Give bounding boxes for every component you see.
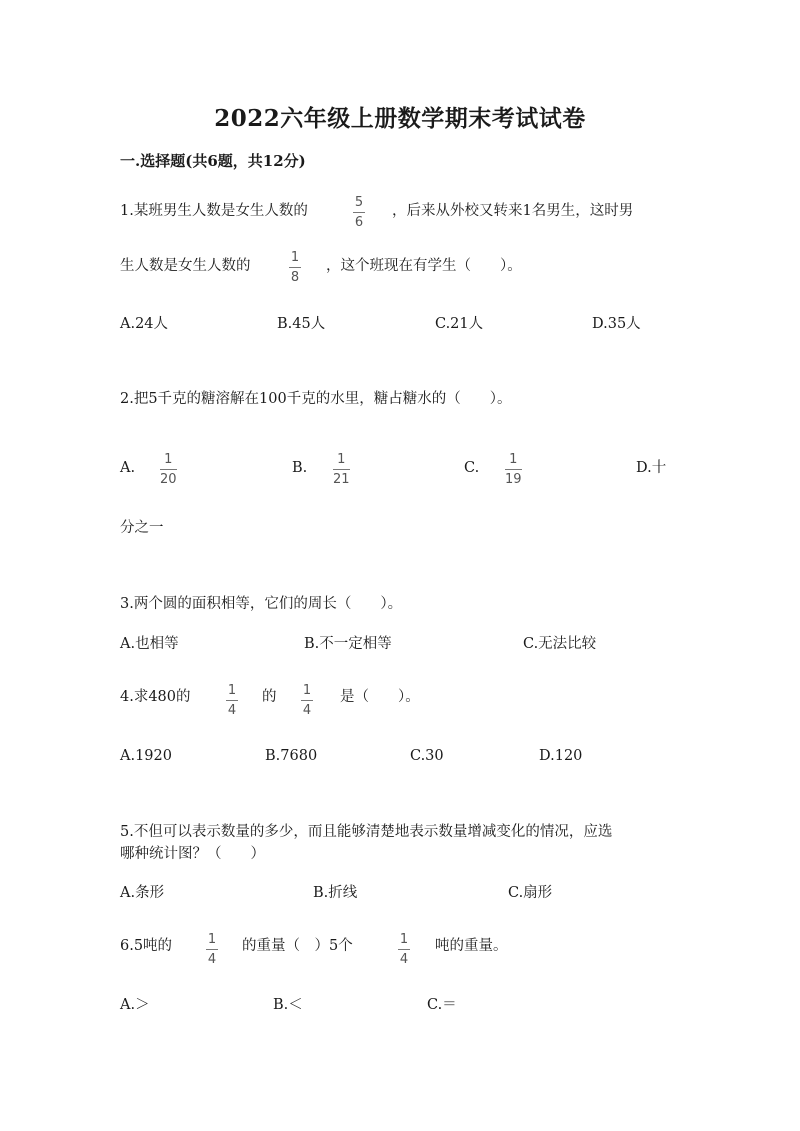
- q6-fraction-2: 1 4: [399, 932, 409, 967]
- q2-option-a-fraction[interactable]: 1 20: [160, 452, 177, 487]
- q3-option-a[interactable]: A.也相等: [120, 636, 179, 652]
- q2-option-a-label[interactable]: A.: [120, 460, 136, 476]
- q4-option-d[interactable]: D.120: [539, 748, 583, 764]
- q6-fraction-1: 1 4: [207, 932, 217, 967]
- q1-fraction-1-8: 1 8: [290, 250, 300, 285]
- q3-option-b[interactable]: B.不一定相等: [304, 636, 392, 652]
- q5-text-line1: 5.不但可以表示数量的多少，而且能够清楚地表示数量增减变化的情况，应选: [120, 824, 613, 840]
- q5-text-line2: 哪种统计图？（ ）: [120, 846, 265, 862]
- q2-option-d-part1[interactable]: D.十: [636, 460, 667, 476]
- q1-option-c[interactable]: C.21人: [435, 316, 484, 332]
- q1-option-b[interactable]: B.45人: [277, 316, 326, 332]
- q4-option-c[interactable]: C.30: [410, 748, 444, 764]
- q2-option-b-fraction[interactable]: 1 21: [333, 452, 350, 487]
- q4-fraction-2: 1 4: [302, 683, 312, 718]
- q6-text-part2: 的重量（ ）5个: [242, 938, 353, 954]
- q2-option-b-label[interactable]: B.: [292, 460, 308, 476]
- q1-text-part1: 1.某班男生人数是女生人数的: [120, 203, 308, 219]
- q1-text-part4: ，这个班现在有学生（ ）。: [326, 258, 522, 274]
- q4-fraction-1: 1 4: [227, 683, 237, 718]
- q5-option-b[interactable]: B.折线: [313, 885, 358, 901]
- q4-option-a[interactable]: A.1920: [120, 748, 172, 764]
- q6-option-a[interactable]: A.＞: [120, 997, 150, 1013]
- q5-option-a[interactable]: A.条形: [120, 885, 165, 901]
- q6-text-part3: 吨的重量。: [435, 938, 508, 954]
- q1-option-d[interactable]: D.35人: [592, 316, 641, 332]
- q2-option-c-label[interactable]: C.: [464, 460, 480, 476]
- q6-option-c[interactable]: C.＝: [427, 997, 457, 1013]
- q2-option-d-part2[interactable]: 分之一: [120, 520, 164, 536]
- q1-text-part3: 生人数是女生人数的: [120, 258, 251, 274]
- q4-text-part1: 4.求480的: [120, 689, 191, 705]
- q4-option-b[interactable]: B.7680: [265, 748, 318, 764]
- page-title: 2022六年级上册数学期末考试试卷: [214, 105, 586, 132]
- q4-text-part2: 的: [262, 689, 277, 705]
- q5-option-c[interactable]: C.扇形: [508, 885, 553, 901]
- q3-option-c[interactable]: C.无法比较: [523, 636, 597, 652]
- q1-text-part2: ，后来从外校又转来1名男生，这时男: [392, 203, 634, 219]
- section-heading: 一.选择题(共6题，共12分): [120, 152, 306, 170]
- q6-text-part1: 6.5吨的: [120, 938, 173, 954]
- q1-option-a[interactable]: A.24人: [120, 316, 169, 332]
- q1-fraction-5-6: 5 6: [354, 195, 364, 230]
- q4-text-part3: 是（ ）。: [340, 689, 420, 705]
- q2-option-c-fraction[interactable]: 1 19: [505, 452, 522, 487]
- q2-text: 2.把5千克的糖溶解在100千克的水里，糖占糖水的（ ）。: [120, 391, 512, 407]
- q6-option-b[interactable]: B.＜: [273, 997, 303, 1013]
- q3-text: 3.两个圆的面积相等，它们的周长（ ）。: [120, 596, 403, 612]
